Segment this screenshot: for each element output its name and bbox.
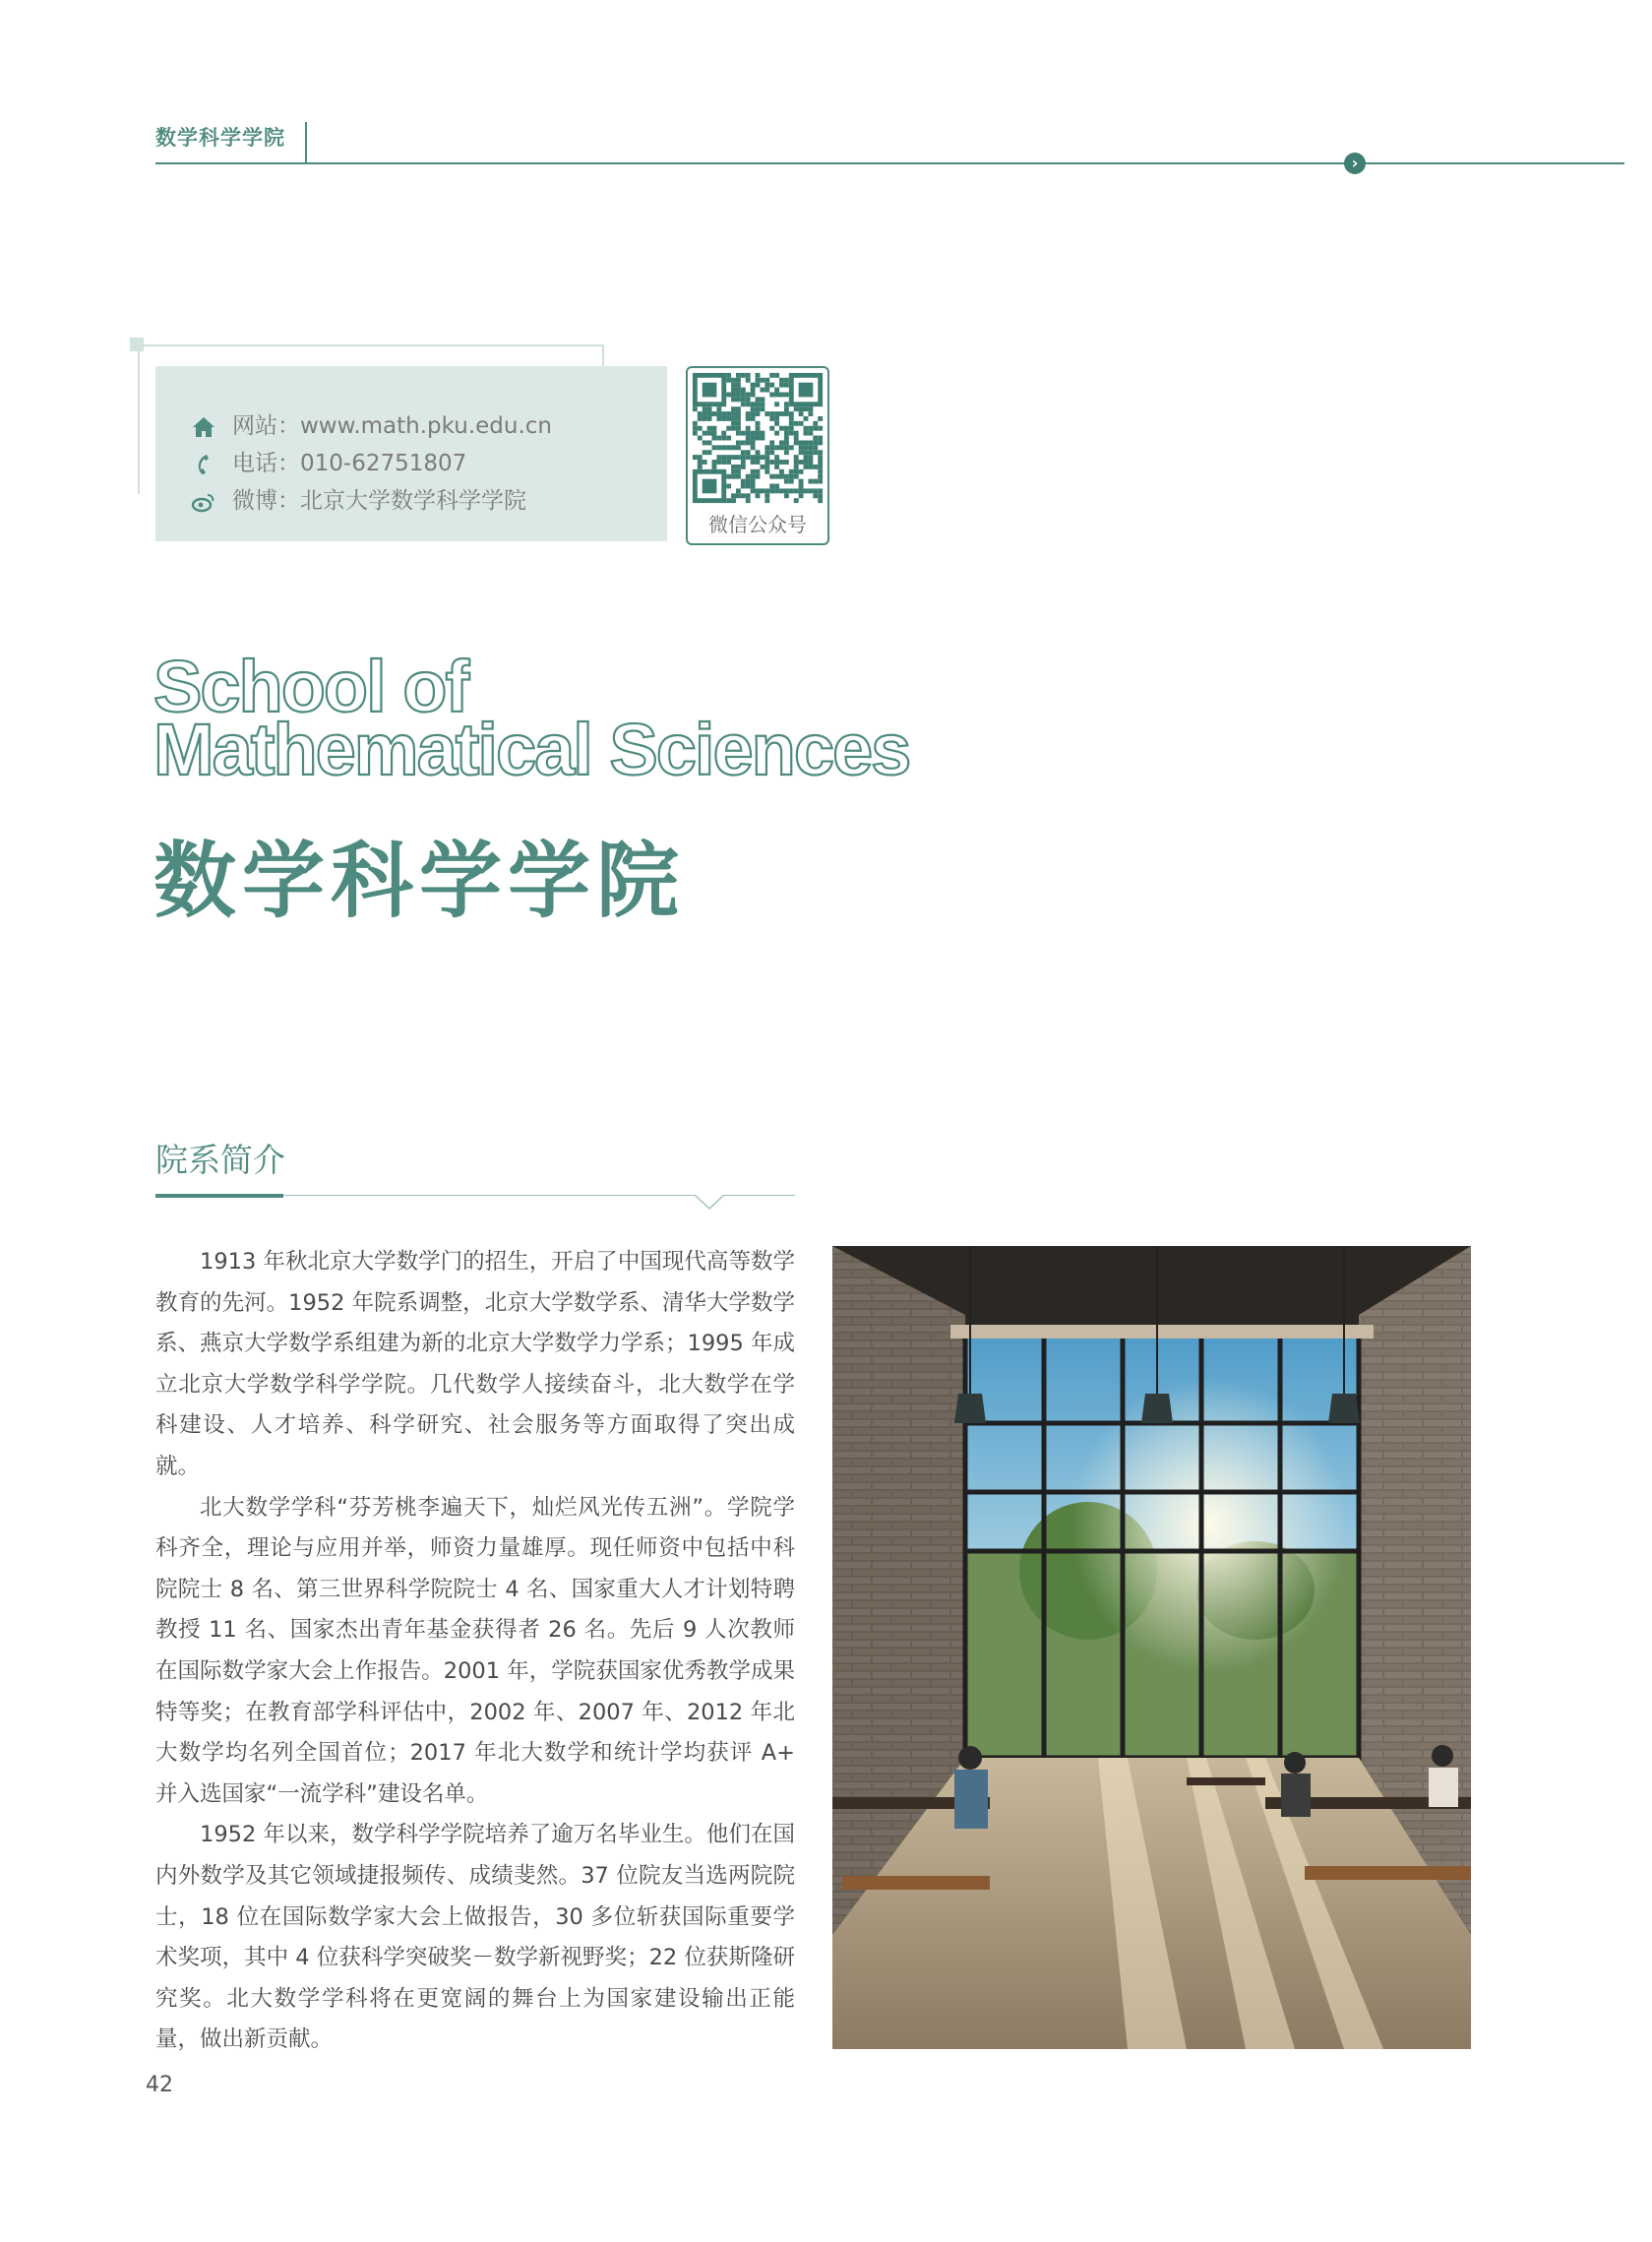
title-chinese: 数学科学学院 <box>153 833 686 929</box>
phone-icon <box>191 453 216 476</box>
website-row <box>191 407 552 440</box>
title-english-line1: School of <box>153 646 468 727</box>
chevron-right-icon: › <box>1344 153 1366 174</box>
library-photo <box>832 1246 1471 2049</box>
phone-text: 电话：010-62751807 <box>232 451 467 476</box>
section-rule-accent <box>155 1194 283 1198</box>
intro-paragraph-3: 1952 年以来，数学科学学院培养了逾万名毕业生。他们在国内外数学及其它领域捷报频传、成绩斐然。37 位院友当选两院院士，18 位在国际数学家大会上做报告，30 多位斩获国际重要学术奖项，其中 4 位获科学突破奖－数学新视野奖；22 位获斯隆研究奖。北大数学学科将在更宽阔的舞台上为国家建设输出正能量，做出新贡献。 <box>155 1822 795 2053</box>
header-divider <box>305 122 307 163</box>
running-head: 数学科学学院 <box>155 126 285 150</box>
home-icon <box>191 415 216 439</box>
website-text: 网站：www.math.pku.edu.cn <box>232 413 552 439</box>
section-notch-decoration <box>695 1195 724 1211</box>
weibo-row <box>191 482 526 515</box>
section-heading: 院系简介 <box>155 1141 285 1179</box>
contact-card <box>155 366 667 541</box>
weibo-text: 微博：北京大学数学科学学院 <box>232 488 526 514</box>
intro-paragraph-2: 北大数学学科“芬芳桃李遍天下，灿烂风光传五洲”。学院学科齐全，理论与应用并举，师资力量雄厚。现任师资中包括中科院院士 8 名、第三世界科学院院士 4 名、国家重大人才计划特聘教授 11 名、国家杰出青年基金获得者 26 名。先后 9 人次教师在国际数学家大会上作报告。2001 年，学院获国家优秀教学成果特等奖；在教育部学科评估中，2002 年、2007 年、2012 年北大数学均名列全国首位；2017 年北大数学和统计学均获评 A+ 并入选国家“一流学科”建设名单。 <box>155 1494 795 1807</box>
qr-label: 微信公众号 <box>708 513 807 536</box>
card-corner-square <box>130 338 144 351</box>
intro-text <box>155 1242 795 2061</box>
intro-paragraph-1: 1913 年秋北京大学数学门的招生，开启了中国现代高等数学教育的先河。1952 年院系调整，北京大学数学系、清华大学数学系、燕京大学数学系组建为新的北京大学数学力学系；1995 年成立北京大学数学科学学院。几代数学人接续奋斗，北大数学在学科建设、人才培养、科学研究、社会服务等方面取得了突出成就。 <box>155 1249 795 1479</box>
qr-code-image <box>688 368 827 508</box>
title-english-line2: Mathematical Sciences <box>153 709 910 790</box>
phone-row <box>191 445 466 477</box>
library-photo-image <box>832 1246 1471 2049</box>
title-english <box>153 646 910 790</box>
header-rule <box>155 162 1624 164</box>
wechat-qr-code <box>686 366 829 545</box>
weibo-icon <box>191 490 216 514</box>
page-number: 42 <box>146 2073 173 2097</box>
